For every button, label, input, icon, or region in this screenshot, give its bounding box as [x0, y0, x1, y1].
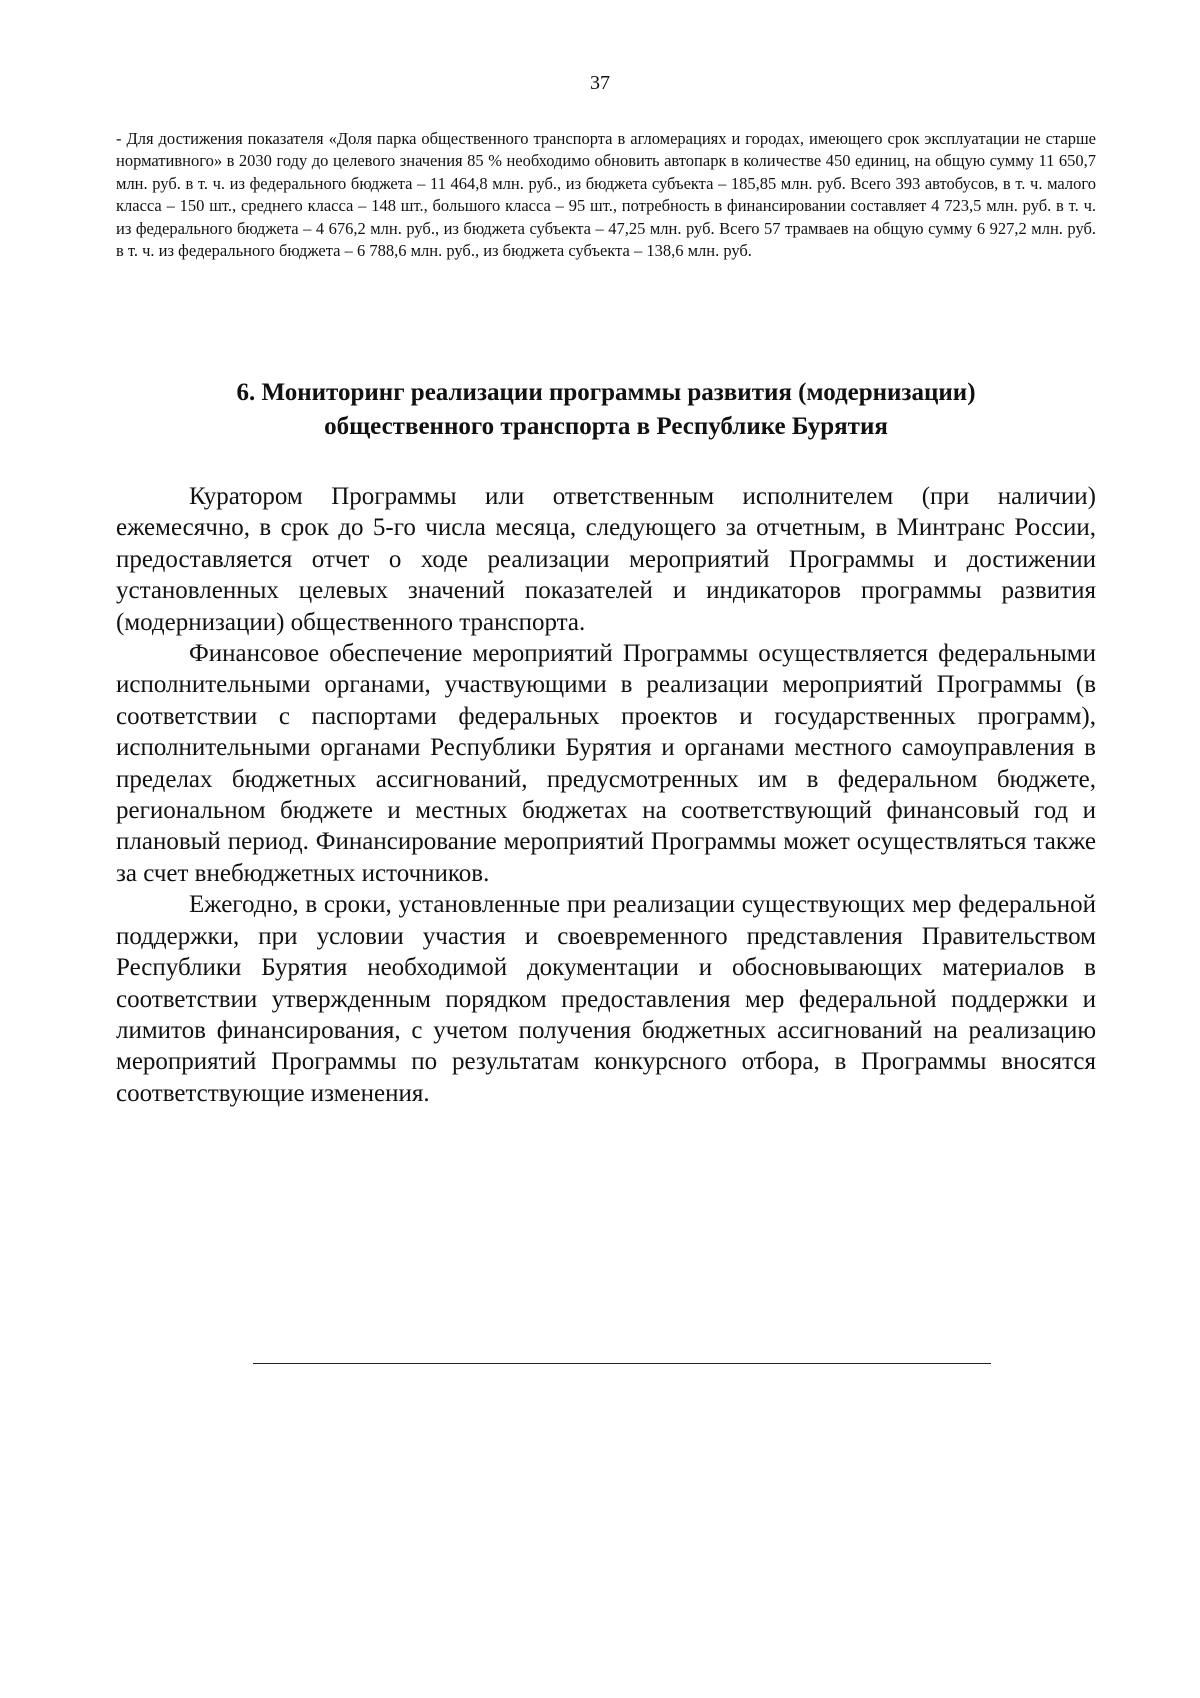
paragraph-financing: Финансовое обеспечение мероприятий Программы осуществляется федеральными исполнительными органами, участвующими в реализации мероприятий Программы (в соответствии с паспортами федеральных проектов и государственных программ), исполнительными органами Республики Бурятия и органами местного самоуправления в пределах бюджетных ассигнований, предусмотренных им в федеральном бюджете, региональном бюджете и местных бюджетах на соответствующий финансовый год и плановый период. Финансирование мероприятий Программы может осуществляться также за счет внебюджетных источников.: [116, 640, 1096, 887]
section-body: [116, 481, 1096, 1109]
page-number: 37: [590, 72, 610, 94]
end-separator-line: [253, 1363, 991, 1364]
paragraph-reporting: Куратором Программы или ответственным исполнителем (при наличии) ежемесячно, в срок до 5-го числа месяца, следующего за отчетным, в Минтранс России, предоставляется отчет о ходе реализации мероприятий Программы и достижении установленных целевых значений показателей и индикаторов программы развития (модернизации) общественного транспорта.: [116, 483, 1096, 636]
paragraph-annual-changes: Ежегодно, в сроки, установленные при реализации существующих мер федеральной поддержки, при условии участия и своевременного представления Правительством Республики Бурятия необходимой документации и обосновывающих материалов в соответствии утвержденным порядком предоставления мер федеральной поддержки и лимитов финансирования, с учетом получения бюджетных ассигнований на реализацию мероприятий Программы по результатам конкурсного отбора, в Программы вносятся соответствующие изменения.: [116, 891, 1096, 1107]
section-heading-line-2: общественного транспорта в Республике Бурятия: [324, 413, 888, 440]
section-heading-line-1: 6. Мониторинг реализации программы развития (модернизации): [236, 379, 976, 406]
financing-note: - Для достижения показателя «Доля парка общественного транспорта в агломерациях и городах, имеющего срок эксплуатации не старше нормативного» в 2030 году до целевого значения 85 % необходимо обновить автопарк в количестве 450 единиц, на общую сумму 11 650,7 млн. руб. в т. ч. из федерального бюджета – 11 464,8 млн. руб., из бюджета субъекта – 185,85 млн. руб. Всего 393 автобусов, в т. ч. малого класса – 150 шт., среднего класса – 148 шт., большого класса – 95 шт., потребность в финансировании составляет 4 723,5 млн. руб. в т. ч. из федерального бюджета – 4 676,2 млн. руб., из бюджета субъекта – 47,25 млн. руб. Всего 57 трамваев на общую сумму 6 927,2 млн. руб. в т. ч. из федерального бюджета – 6 788,6 млн. руб., из бюджета субъекта – 138,6 млн. руб.: [116, 129, 1096, 261]
section-heading: [116, 376, 1096, 444]
